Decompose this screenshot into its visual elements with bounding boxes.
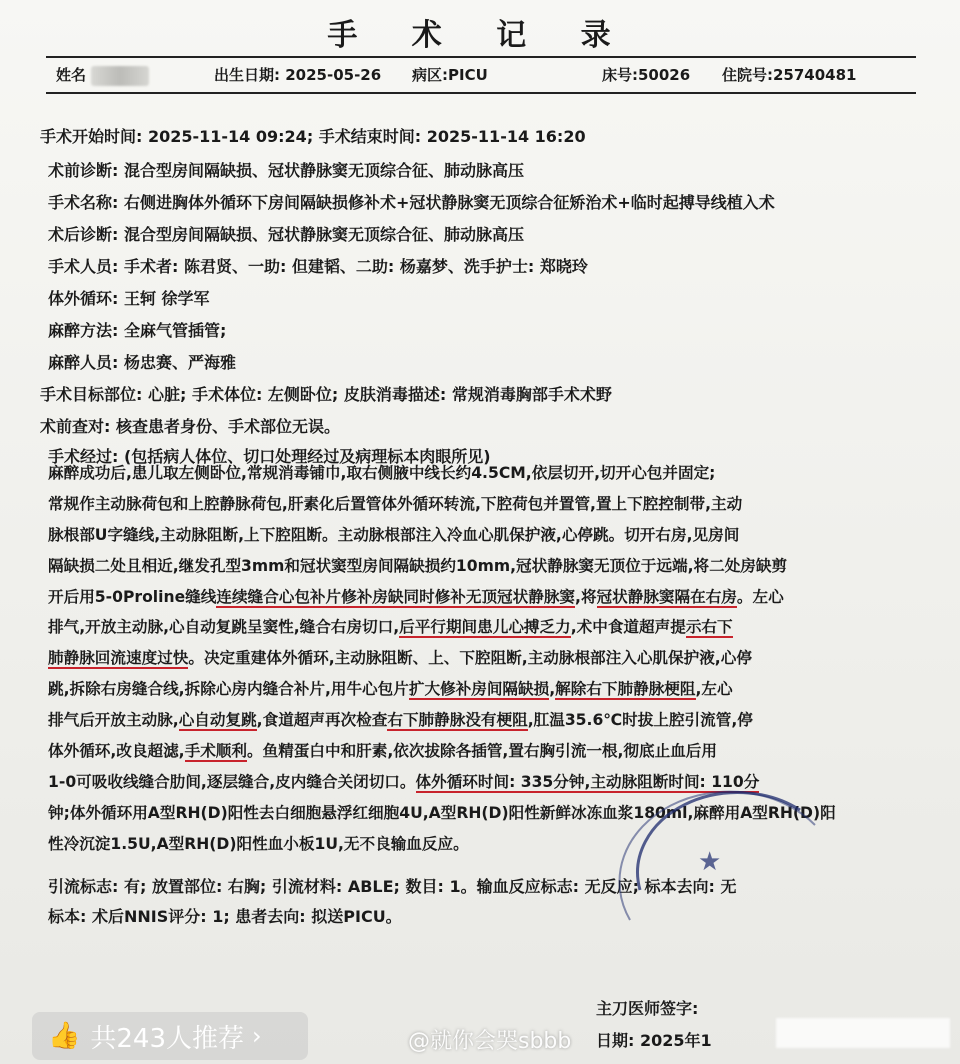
narrative-text: 。左心 [736,587,784,606]
dob-field: 出生日期: 2025-05-26 [214,66,382,84]
thumbs-up-icon: 👍 [48,1021,81,1051]
narrative-line [48,674,914,705]
narrative-text: 跳,拆除右房缝合线,拆除心房内缝合补片,用牛心包片 [48,680,409,699]
weibo-watermark: @就你会哭sbbb [408,1029,572,1054]
narrative-text: 脉根部U字缝线,主动脉阻断,上下腔阻断。主动脉根部注入冷血心肌保护液,心停跳。切开右房,见房间 [48,525,740,544]
narrative-text: 麻醉成功后,患儿取左侧卧位,常规消毒铺巾,取右侧腋中线长约4.5CM,依层切开,切开心包并固定; [48,464,716,482]
narrative-line [48,551,914,582]
narrative-line [48,705,914,736]
patient-name: 姓名 [56,64,149,86]
record-field: 手术开始时间: 2025-11-14 09:24; 手术结束时间: 2025-11-14 16:20 [40,127,586,146]
ward-field: 病区:PICU [412,66,488,84]
record-field: 体外循环: 王轲 徐学军 [48,289,210,308]
narrative-text: ,术中食道超声提 [570,618,686,637]
narrative-text: 隔缺损二处且相近,继发孔型3mm和冠状窦型房间隔缺损约10mm,冠状静脉窦无顶位于远端,将二处房缺剪 [48,556,788,575]
narrative-text: 。鱼精蛋白中和肝素,依次拔除各插管,置右胸引流一根,彻底止血后用 [247,742,717,761]
surgeon-signature-label: 主刀医师签字: [596,999,699,1018]
specimen-line: 标本: 术后NNIS评分: 1; 患者去向: 拟送PICU。 [48,907,402,926]
narrative-text: 钟;体外循环用A型RH(D)阳性去白细胞悬浮红细胞4U,A型RH(D)阳性新鲜冰冻血浆180ml,麻醉用A型RH(D)阳 [48,803,836,822]
document-title: 手 术 记 录 [327,18,633,53]
narrative-line [48,582,914,613]
stamp-star: ★ [698,847,722,877]
narrative-line [48,612,914,643]
recommend-label: 共243人推荐 [90,1023,245,1054]
underlined-text: 解除右下肺静脉梗阻 [555,680,696,699]
bed-field: 床号:50026 [602,66,691,84]
underlined-text: 右下肺静脉没有梗阻 [387,711,528,730]
narrative-line [48,489,914,520]
underlined-text: 连续缝合心包补片修补房缺同时修补无顶冠状静脉窦 [216,587,576,606]
narrative-line [48,458,914,489]
narrative-text: 。决定重建体外循环,主动脉阻断、上、下腔阻断,主动脉根部注入心肌保护液,心停 [188,649,752,668]
narrative-line [48,736,914,767]
underlined-text: 肺静脉回流速度过快 [48,649,189,668]
narrative-line [48,643,914,674]
patient-header [46,56,916,94]
underlined-text: 冠状静脉窦隔在右房 [596,587,737,606]
narrative-text: ,肛温35.6℃时拔上腔引流管,停 [527,711,753,730]
narrative-line [48,520,914,551]
drainage-line: 引流标志: 有; 放置部位: 右胸; 引流材料: ABLE; 数目: 1。输血反应标志: 无反应; 标本去向: 无 [48,877,737,896]
recommend-button[interactable] [32,1012,308,1060]
record-field: 麻醉方法: 全麻气管插管; [48,321,227,340]
admission-field: 住院号:25740481 [722,66,857,84]
date-redaction [776,1018,950,1048]
chevron-right-icon: › [252,1022,262,1050]
narrative-text: , [549,680,556,699]
underlined-text: 手术顺利 [184,742,247,761]
narrative-text: ,食道超声再次检查 [256,711,388,730]
narrative-text: 性冷沉淀1.5U,A型RH(D)阳性血小板1U,无不良输血反应。 [48,834,469,853]
record-field: 手术目标部位: 心脏; 手术体位: 左侧卧位; 皮肤消毒描述: 常规消毒胸部手术术野 [40,385,612,404]
underlined-text: 示右下 [685,618,733,637]
name-redaction [91,66,149,86]
underlined-text: 扩大修补房间隔缺损 [408,680,550,699]
record-field: 术后诊断: 混合型房间隔缺损、冠状静脉窦无顶综合征、肺动脉高压 [48,225,524,244]
underlined-text: 体外循环时间: 335分钟,主动脉阻断时间: 110分 [415,772,760,791]
narrative-text: 1-0可吸收线缝合肋间,逐层缝合,皮内缝合关闭切口。 [48,772,416,791]
hospital-stamp [600,770,840,950]
narrative-text: 排气后开放主动脉, [48,711,179,730]
underlined-text: 心自动复跳 [178,711,257,730]
record-field: 术前诊断: 混合型房间隔缺损、冠状静脉窦无顶综合征、肺动脉高压 [48,161,524,180]
record-field: 手术经过: (包括病人体位、切口处理经过及病理标本肉眼所见) [48,447,491,466]
narrative-text: ,左心 [695,680,733,699]
narrative-text: 排气,开放主动脉,心自动复跳呈窦性,缝合右房切口, [48,618,400,637]
record-field: 麻醉人员: 杨忠赛、严海雅 [48,353,236,372]
record-field: 手术人员: 手术者: 陈君贤、一助: 但建韬、二助: 杨嘉梦、洗手护士: 郑晓玲 [48,257,588,276]
record-field: 术前查对: 核查患者身份、手术部位无误。 [40,417,340,436]
narrative-text: 开后用5-0Proline缝线 [48,587,217,606]
narrative-text: 体外循环,改良超滤, [48,742,185,761]
signature-date: 日期: 2025年1 [596,1031,712,1050]
narrative-text: 常规作主动脉荷包和上腔静脉荷包,肝素化后置管体外循环转流,下腔荷包并置管,置上下腔控制带,主动 [48,494,743,513]
underlined-text: 后平行期间患儿心搏乏力 [399,618,571,637]
record-field: 手术名称: 右侧进胸体外循环下房间隔缺损修补术+冠状静脉窦无顶综合征矫治术+临时起搏导线植入术 [48,193,775,212]
narrative-text: ,将 [575,587,597,606]
